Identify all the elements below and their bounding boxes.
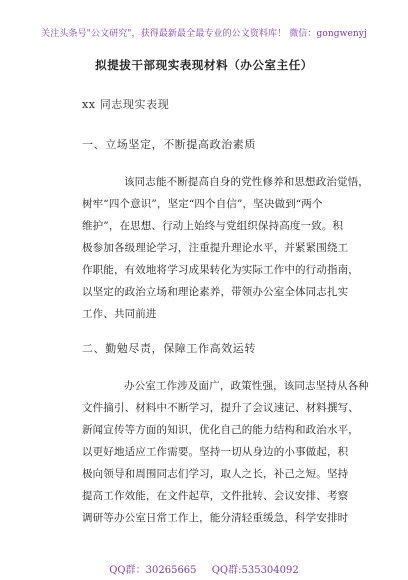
paragraph-line: 以更好地适应工作需要。坚持一切从身边的小事做起，积 xyxy=(82,446,349,458)
paragraph-line: 工作、共同前进 xyxy=(82,308,157,320)
paragraph-line: 办公室工作涉及面广，政策性强，该同志坚持从各种 xyxy=(124,380,369,392)
section-2-paragraph xyxy=(82,375,369,529)
paragraph-line: 新闻宣传等方面的知识，优化自己的能力结构和政治水平， xyxy=(82,424,359,436)
footer-qq-groups xyxy=(0,561,408,576)
subject-line: xx 同志现实表现 xyxy=(82,98,170,111)
qq-group-2: QQ群:535304092 xyxy=(211,565,299,576)
paragraph-line: 文件摘引、材料中不断学习，提升了会议速记、材料撰写、 xyxy=(82,402,359,414)
paragraph-line: 调研等办公室日常工作上，能分清轻重缓急，科学安排时 xyxy=(82,512,349,524)
paragraph-line: 提高工作效能，在文件起草，文件批转、会议安排、考察 xyxy=(82,490,349,502)
section-1-heading: 一、立场坚定，不断提高政治素质 xyxy=(82,138,256,151)
section-1-paragraph xyxy=(82,171,369,325)
paragraph-line: 维护”，在思想、行动上始终与党组织保持高度一致。积 xyxy=(82,220,344,232)
paragraph-line: 极向领导和周围同志们学习，取人之长，补己之短。坚持 xyxy=(82,468,349,480)
paragraph-line: 树牢“四个意识”，坚定“四个自信”，坚决做到“两个 xyxy=(82,198,323,210)
paragraph-line: 作职能，有效地将学习成果转化为实际工作中的行动指南， xyxy=(82,264,359,276)
paragraph-line: 以坚定的政治立场和理论素养，带领办公室全体同志扎实 xyxy=(82,286,349,298)
paragraph-line: 极参加各级理论学习，注重提升理论水平，并紧紧围绕工 xyxy=(82,242,349,254)
qq-group-1: QQ群：30265665 xyxy=(109,565,197,576)
section-2-heading: 二、勤勉尽责，保障工作高效运转 xyxy=(82,342,256,355)
paragraph-line: 该同志能不断提高自身的党性修养和思想政治觉悟， xyxy=(124,176,369,188)
header-banner: 关注头条号"公文研究"，获得最新最全最专业的公文资料库！ 微信：gongwenyj xyxy=(41,29,367,39)
document-title: 拟提拔干部现实表现材料（办公室主任） xyxy=(95,58,313,72)
